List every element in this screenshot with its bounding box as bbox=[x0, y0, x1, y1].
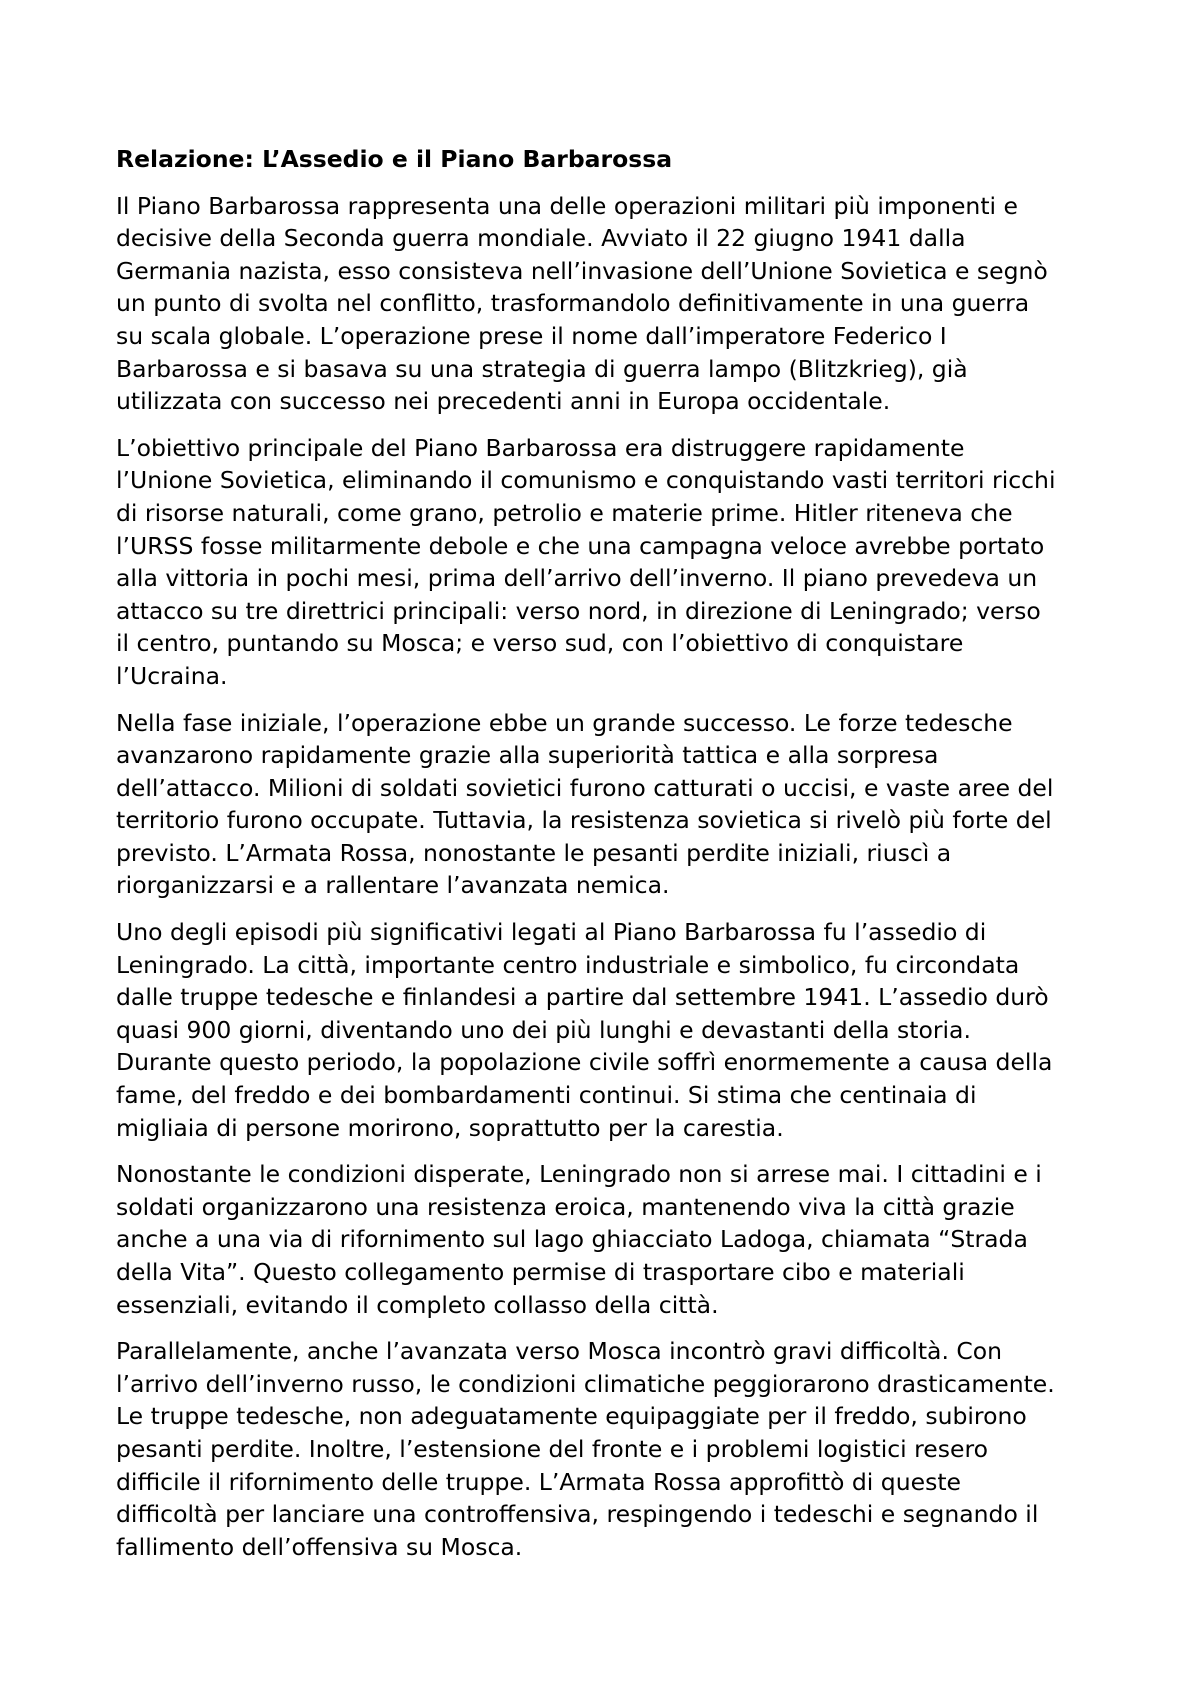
paragraph-5: Nonostante le condizioni disperate, Leningrado non si arrese mai. I cittadini e i soldati organizzarono una resistenza eroica, mantenendo viva la città grazie anche a una via di rifornimento sul lago ghiacciato Ladoga, chiamata “Strada della Vita”. Questo collegamento permise di trasportare cibo e materiali essenziali, evitando il completo collasso della città. bbox=[116, 1160, 1042, 1319]
paragraph-1: Il Piano Barbarossa rappresenta una delle operazioni militari più imponenti e decisive della Seconda guerra mondiale. Avviato il 22 giugno 1941 dalla Germania nazista, esso consisteva nell’invasione dell’Unione Sovietica e segnò un punto di svolta nel conflitto, trasformandolo definitivamente in una guerra su scala globale. L’operazione prese il nome dall’imperatore Federico I Barbarossa e si basava su una strategia di guerra lampo (Blitzkrieg), già utilizzata con successo nei precedenti anni in Europa occidentale. bbox=[116, 191, 1048, 416]
document-body bbox=[116, 143, 1096, 1577]
paragraph-2: L’obiettivo principale del Piano Barbarossa era distruggere rapidamente l’Unione Sovietica, eliminando il comunismo e conquistando vasti territori ricchi di risorse naturali, come grano, petrolio e materie prime. Hitler riteneva che l’URSS fosse militarmente debole e che una campagna veloce avrebbe portato alla vittoria in pochi mesi, prima dell’arrivo dell’inverno. Il piano prevedeva un attacco su tre direttrici principali: verso nord, in direzione di Leningrado; verso il centro, puntando su Mosca; e verso sud, con l’obiettivo di conquistare l’Ucraina. bbox=[116, 433, 1056, 690]
paragraph-4: Uno degli episodi più significativi legati al Piano Barbarossa fu l’assedio di Leningrado. La città, importante centro industriale e simbolico, fu circondata dalle truppe tedesche e finlandesi a partire dal settembre 1941. L’assedio durò quasi 900 giorni, diventando uno dei più lunghi e devastanti della storia. Durante questo periodo, la popolazione civile soffrì enormemente a causa della fame, del freddo e dei bombardamenti continui. Si stima che centinaia di migliaia di persone morirono, soprattutto per la carestia. bbox=[116, 918, 1053, 1142]
paragraph-3: Nella fase iniziale, l’operazione ebbe un grande successo. Le forze tedesche avanzarono rapidamente grazie alla superiorità tattica e alla sorpresa dell’attacco. Milioni di soldati sovietici furono catturati o uccisi, e vaste aree del territorio furono occupate. Tuttavia, la resistenza sovietica si rivelò più forte del previsto. L’Armata Rossa, nonostante le pesanti perdite iniziali, riuscì a riorganizzarsi e a rallentare l’avanzata nemica. bbox=[116, 708, 1054, 900]
document-title: Relazione: L’Assedio e il Piano Barbarossa bbox=[116, 145, 673, 173]
paragraph-6: Parallelamente, anche l’avanzata verso Mosca incontrò gravi difficoltà. Con l’arrivo dell’inverno russo, le condizioni climatiche peggiorarono drasticamente. Le truppe tedesche, non adeguatamente equipaggiate per il freddo, subirono pesanti perdite. Inoltre, l’estensione del fronte e i problemi logistici resero difficile il rifornimento delle truppe. L’Armata Rossa approfittò di queste difficoltà per lanciare una controffensiva, respingendo i tedeschi e segnando il fallimento dell’offensiva su Mosca. bbox=[116, 1337, 1055, 1561]
